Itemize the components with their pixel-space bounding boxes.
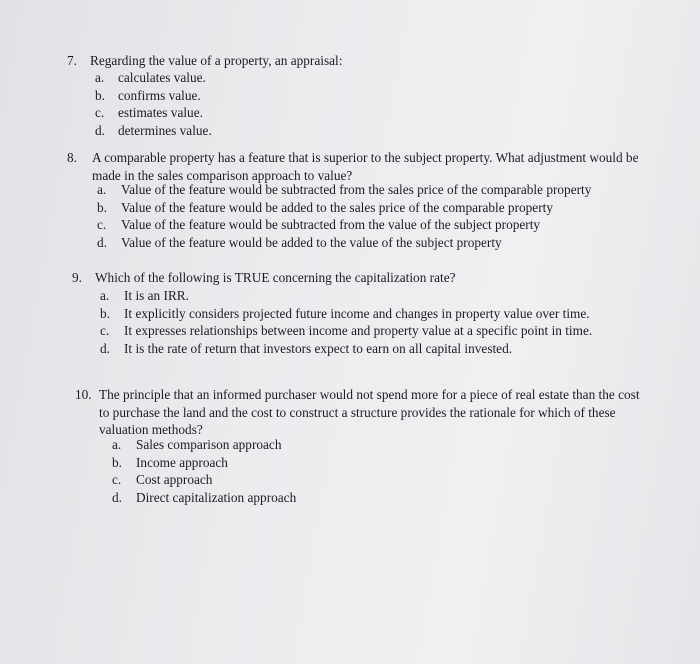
option-letter: c. [112,472,122,487]
option-text: Income approach [136,454,228,470]
option-letter: d. [112,489,122,505]
option-letter: c. [97,217,107,232]
option-text: It is an IRR. [124,288,190,303]
option-text: Value of the feature would be added to the value of the subject property [121,234,502,250]
option-letter: a. [97,182,107,197]
option-text: Value of the feature would be added to the sales price of the comparable property [121,199,553,215]
option-letter: d. [100,340,110,356]
option-text: Value of the feature would be subtracted from the sales price of the comparable property [121,182,592,197]
option-letter: d. [97,234,107,250]
option-text: It is the rate of return that investors expect to earn on all capital invested. [124,340,513,356]
option-letter: a. [100,288,110,303]
option-letter: b. [112,454,122,470]
option-text: estimates value. [118,105,203,120]
option-letter: c. [95,105,105,120]
option-letter: b. [97,199,107,215]
question-stem-line: Which of the following is TRUE concerning the capitalization rate? [95,270,456,285]
option-letter: c. [100,323,110,338]
question-number: 9. [72,270,82,285]
question-stem-line: made in the sales comparison approach to value? [92,167,353,183]
question-stem-line: valuation methods? [99,422,203,437]
question-stem-line: A comparable property has a feature that is superior to the subject property. What adjustment would be [92,150,639,165]
question-number: 8. [67,150,77,165]
option-text: confirms value. [118,87,201,103]
option-text: Direct capitalization approach [136,489,297,505]
option-letter: b. [95,87,105,103]
option-letter: b. [100,305,110,321]
option-text: calculates value. [118,70,206,85]
option-letter: a. [95,70,105,85]
question-stem-line: Regarding the value of a property, an appraisal: [90,53,343,68]
option-text: Cost approach [136,472,213,487]
option-text: It explicitly considers projected future income and changes in property value over time. [124,305,590,321]
option-text: It expresses relationships between income and property value at a specific point in time. [124,323,593,338]
question-number: 10. [75,387,92,402]
option-letter: a. [112,437,122,452]
option-text: Value of the feature would be subtracted from the value of the subject property [121,217,541,232]
question-number: 7. [67,53,77,68]
question-stem-line: to purchase the land and the cost to construct a structure provides the rationale for which of these [99,404,616,420]
option-text: determines value. [118,122,212,138]
question-stem-line: The principle that an informed purchaser would not spend more for a piece of real estate than the cost [99,387,640,402]
option-text: Sales comparison approach [136,437,282,452]
option-letter: d. [95,122,105,138]
